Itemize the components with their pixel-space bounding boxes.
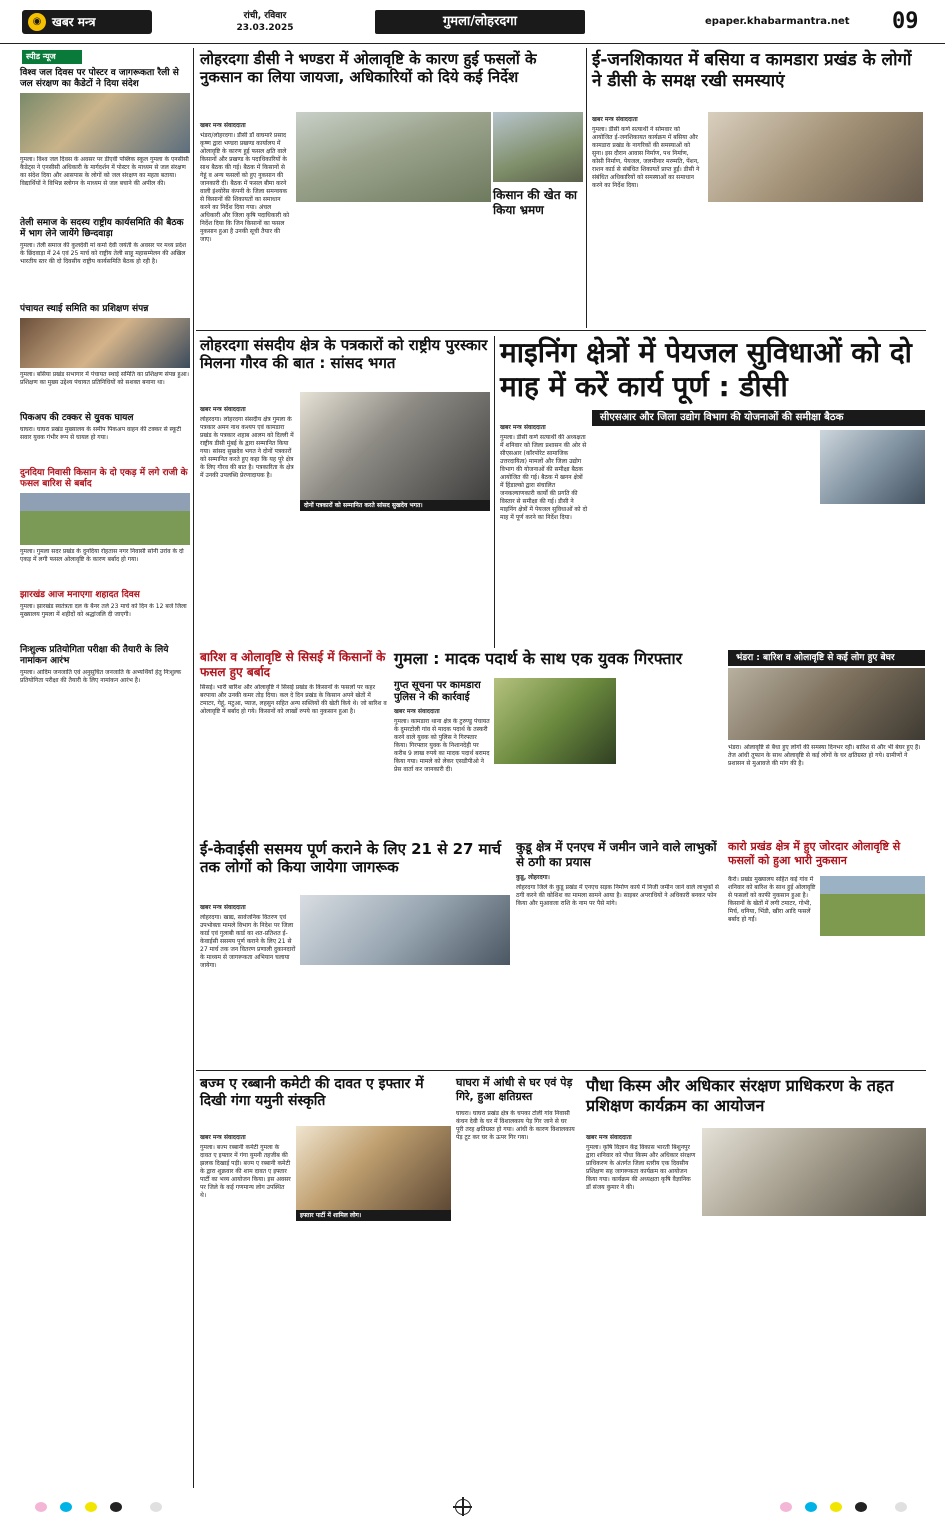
- brief-headline: तेली समाज के सदस्य राष्ट्रीय कार्यसमिति की बैठक में भाग लेने जायेंगे छिन्दवाड़ा: [20, 218, 184, 239]
- article-drug-arrest: [394, 650, 724, 668]
- body-text: भंडरा। ओलावृष्टि से बैधा हुए लोगों की समस्या दिनभर रही। बारिश से और भी बेघर हुए हैं। तेज आंधी तूफान के साथ ओलावृष्टि से कई लोगों के घर क्षतिग्रस्त हो गये। ग्रामीणों ने प्रशासन से मुआवजे की मांग की है।: [728, 744, 921, 767]
- masthead: [0, 0, 945, 44]
- left-news-column: [20, 68, 190, 711]
- article-hailstorm-body: [200, 118, 290, 292]
- brief-text: गुमला। आदिम जनजाति एवं अनुसूचित जनजाति के अभ्यर्थियों हेतु निःशुल्क प्रतियोगिता परीक्षा की तैयारी के लिए नामांकन आरंभ है।: [20, 669, 182, 684]
- awareness-photo: [300, 895, 510, 965]
- sub-band-storm: भंडरा : बारिश व ओलावृष्टि से कई लोग हुए बेघर: [728, 650, 925, 666]
- brief-text: गुमला। बसिया प्रखंड सभागार में पंचायत स्थाई समिति का प्रशिक्षण संपन्न हुआ। प्रशिक्षण का मुख्य उद्देश्य पंचायत प्रतिनिधियों को सशक्त बनाना था।: [20, 371, 189, 386]
- brief-text: गुमला। विश्व जल दिवस के अवसर पर डीएवी पब्लिक स्कूल गुमला के एनसीसी कैडेट्स ने एनसीसी अधिकारी के मार्गदर्शन में पोस्टर के माध्यम से जल संरक्षण का संदेश दिया और आसपास के लोगों को जल संरक्षण का महत्व बताया। विद्यार्थियों ने विभिन्न स्लोगन के माध्यम से जल बचाने की अपील की।: [20, 156, 189, 187]
- brief-photo: [20, 318, 190, 368]
- subheadline: किसान की खेत का किया भ्रमण: [493, 188, 578, 217]
- crop-field-photo: [820, 876, 925, 936]
- article-ekyc: [200, 840, 510, 876]
- article-mining-body: [500, 420, 588, 644]
- brief-text: घाघरा। घाघरा प्रखंड मुख्यालय के समीप पिकअप वाहन की टक्कर से स्कूटी सवार युवक गंभीर रूप से घायल हो गया।: [20, 426, 182, 441]
- byline: खबर मन्त्र संवाददाता: [592, 116, 638, 123]
- article-hailstorm-dc: [200, 50, 580, 86]
- subheadline: गुप्त सूचना पर कामडारा पुलिस ने की कार्रवाई: [394, 680, 481, 703]
- headline: माइनिंग क्षेत्रों में पेयजल सुविधाओं को दो माह में करें कार्य पूर्ण : डीसी: [500, 336, 912, 403]
- article-iftar: [200, 1076, 450, 1110]
- officials-photo: [493, 112, 583, 182]
- row-divider: [196, 330, 926, 331]
- color-mark: [60, 1502, 72, 1512]
- brief-panchayat-training: [20, 304, 190, 407]
- column-divider: [494, 336, 495, 648]
- body-text: गुमला। डीसी कर्ण सत्यार्थी की अध्यक्षता में शनिवार को जिला प्रशासन की ओर से सीएसआर (कॉरपोरेट सामाजिक उत्तरदायित्व) मामलों और जिला उद्योग विभाग की योजनाओं की समीक्षा बैठक आयोजित की गई। बैठक में खनन क्षेत्रों में हिंडाल्को द्वारा संचालित जनकल्याणकारी कार्यों की प्रगति की विस्तार से समीक्षा की गई। डीसी ने माइनिंग क्षेत्रों में पेयजल सुविधाओं को दो माह में पूर्ण करने का निर्देश दिया।: [500, 433, 588, 521]
- review-meeting-photo: [820, 430, 925, 504]
- brief-martyr-day: [20, 590, 190, 639]
- body-text: घाघरा। घाघरा प्रखंड क्षेत्र के चपका टोली गांव निवासी कंचन देवी के घर में विशालकाय पेड़ गिर जाने से घर पूरी तरह क्षतिग्रस्त हो गया। आंधी के कारण विशालकाय पेड़ टूट कर घर के ऊपर गिर गया।: [456, 1110, 575, 1141]
- article-ekyc-body: [200, 900, 296, 1014]
- byline: खबर मन्त्र संवाददाता: [200, 904, 246, 911]
- date: 23.03.2025: [236, 23, 294, 33]
- seizure-photo: [494, 678, 616, 764]
- brief-water-day: [20, 68, 190, 212]
- color-mark: [855, 1502, 867, 1512]
- headline: कारो प्रखंड क्षेत्र में हुए जोरदार ओलावृष्टि से फसलों को हुआ भारी नुकसान: [728, 840, 901, 867]
- crosshair-mark-icon: [455, 1499, 471, 1515]
- brief-headline: दुनदिया निवासी किसान के दो एकड़ में लगे राजी के फसल बारिश से बर्बाद: [20, 468, 188, 489]
- body-text: कैरो। प्रखंड मुख्यालय सहित कई गांव में शनिवार को बारिश के साथ हुई ओलावृष्टि से फसलों को काफी नुकसान हुआ है। किसानों के खेतों में लगी टमाटर, गोभी, मिर्च, धनिया, भिंडी, खीरा आदि फसलें बर्बाद हो गईं।: [728, 876, 816, 923]
- article-plant-body: [586, 1130, 696, 1444]
- article-karo-hail: [728, 840, 925, 868]
- color-mark: [895, 1502, 907, 1512]
- brief-headline: पंचायत स्थाई समिति का प्रशिक्षण संपन्न: [20, 304, 149, 314]
- sub-farmer-visit: [493, 188, 583, 218]
- article-iftar-body: [200, 1130, 292, 1444]
- headline: बज्म ए रब्बानी कमेटी की दावत ए इफ्तार में दिखी गंगा यमुनी संस्कृति: [200, 1076, 424, 1109]
- article-e-complaint: [592, 50, 922, 92]
- color-mark: [830, 1502, 842, 1512]
- brief-text: गुमला। तेली समाज की कुलदेवी मां कर्मा देवी जयंती के अवसर पर मध्य प्रदेश के छिंदवाड़ा में 24 एवं 25 मार्च को राष्ट्रीय तेली साहू महासम्मेलन की अखिल भारतीय स्तर की दो दिवसीय राष्ट्रीय कार्यसमिति बैठक हो रही है।: [20, 242, 187, 265]
- article-kudu-fraud: [516, 840, 724, 1034]
- iftar-photo: [296, 1126, 451, 1216]
- article-karo-body: [728, 876, 816, 1006]
- color-mark: [85, 1502, 97, 1512]
- award-photo: [300, 392, 490, 510]
- damaged-house-photo: [728, 668, 925, 740]
- field-photo: [296, 112, 491, 202]
- speed-news-tag: स्पीड न्यूज: [22, 50, 82, 64]
- section-title: गुमला/लोहरदगा: [375, 10, 585, 34]
- color-mark: [780, 1502, 792, 1512]
- byline: कुडू, लोहरदगा।: [516, 874, 550, 881]
- article-storm-body: [728, 744, 925, 834]
- headline: ई-केवाईसी ससमय पूर्ण कराने के लिए 21 से 27 मार्च तक लोगों को किया जायेगा जागरूक: [200, 840, 502, 876]
- photo-caption: इफ्तार पार्टी में शामिल लोग।: [296, 1210, 451, 1221]
- headline: गुमला : मादक पदार्थ के साथ एक युवक गिरफ्तार: [394, 649, 683, 668]
- brief-teli-samaj: [20, 218, 190, 298]
- headline: बारिश व ओलावृष्टि से सिसई में किसानों के फसल हुए बर्बाद: [200, 650, 386, 679]
- brand-logo-badge: [22, 10, 152, 34]
- body-text: लोहरदगा। लोहरदगा संसदीय क्षेत्र गुमला के पत्रकार अमन नाथ कश्यप एवं कामडारा प्रखंड के पत्रकार शहाब आलम को दिल्ली में राष्ट्रीय डीसी मुंबई के द्वारा सम्मानित किया गया। सांसद सुखदेव भगत ने दोनों पत्रकारों को सम्मानित करते हुए कहा कि यह पूरे क्षेत्र के लिए गौरव की बात है। पत्रकारिता के क्षेत्र में उनकी उपलब्धि प्रेरणादायक है।: [200, 415, 294, 479]
- headline: लोहरदगा संसदीय क्षेत्र के पत्रकारों को राष्ट्रीय पुरस्कार मिलना गौरव की बात : सांसद भगत: [200, 336, 488, 372]
- headline: घाघरा में आंधी से घर एवं पेड़ गिरे, हुआ क्षतिग्रस्त: [456, 1076, 573, 1103]
- body-text: गुमला। बज्म रब्बानी कमेटी गुमला के दावत ए इफ्तार में गंगा युमनी तहजीब की झलक दिखाई पड़ी। बज्म ए रब्बानी कमेटी के द्वारा शुक्रवार की शाम दावत ए इफ्तार पार्टी का भव्य आयोजन किया। इस अवसर पर जिले के कई गणमान्य लोग उपस्थित थे।: [200, 1143, 291, 1199]
- body-text: गुमला। डीसी कर्ण सत्यार्थी ने सोमवार को आयोजित ई-जनशिकायत कार्यक्रम में बसिया और कामडारा प्रखंड के नागरिकों की समस्याओं को सुना। इस दौरान आवास निर्माण, पथ निर्माण, कोसी निर्माण, पेयजल, जलमीनार मरम्मति, पेंशन, राशन कार्ड से संबंधित शिकायतें प्राप्त हुईं। डीसी ने संबंधित अधिकारियों को समस्याओं का समाधान करने का निर्देश दिया।: [592, 125, 700, 189]
- color-mark: [110, 1502, 122, 1512]
- training-photo: [702, 1128, 926, 1216]
- sub-band: सीएसआर और जिला उद्योग विभाग की योजनाओं की समीक्षा बैठक: [592, 410, 925, 426]
- byline: खबर मन्त्र संवाददाता: [200, 406, 246, 413]
- brief-photo: [20, 93, 190, 153]
- body-text: गुमला। कामडारा थाना क्षेत्र के टुरुण्डु पंचायत के दुमरटोली गांव से मादक पदार्थ के तस्करी करने वाले युवक को पुलिस ने गिरफ्तार किया। गिरफ्तार युवक के निशानदेही पर करीब 9 लाख रुपये का मादक पदार्थ बरामद किया गया। मामले को लेकर एसडीपीओ ने प्रेस वार्ता कर जानकारी दी।: [394, 717, 490, 773]
- body-text: गुमला। कृषि विज्ञान केंद्र विकास भारती बिशुनपुर द्वारा शनिवार को पौधा किस्म और अधिकार संरक्षण प्राधिकरण के अंतर्गत जिला स्तरीय एक दिवसीय प्रशिक्षण सह जागरूकता कार्यक्रम का आयोजन किया गया। कार्यक्रम की अध्यक्षता कृषि वैज्ञानिक डॉ संजय कुमार ने की।: [586, 1143, 696, 1191]
- brief-headline: निःशुल्क प्रतियोगिता परीक्षा की तैयारी के लिये नामांकन आरंभ: [20, 645, 169, 666]
- byline: खबर मन्त्र संवाददाता: [200, 1134, 246, 1141]
- meeting-photo: [708, 112, 923, 202]
- epaper-link[interactable]: epaper.khabarmantra.net: [705, 16, 850, 27]
- brief-free-coaching: [20, 645, 190, 705]
- byline: खबर मन्त्र संवाददाता: [200, 122, 246, 129]
- body-text: लोहरदगा जिले के कुडू प्रखंड में एनएच सड़क निर्माण कार्य में निजी जमीन जाने वाले लाभुकों से ठगी करने की कोशिश का मामला सामने आया है। साइबर अपराधियों ने अधिकारी बनकर फोन किया और मुआवजा राशि के नाम पर पैसे मांगे।: [516, 883, 719, 907]
- article-journalists: [200, 336, 488, 372]
- brief-pickup-accident: [20, 413, 190, 462]
- headline: ई-जनशिकायत में बसिया व कामडारा प्रखंड के लोगों ने डीसी के समक्ष रखी समस्याएं: [592, 50, 912, 91]
- body-text: सिसई। भारी बारिश और ओलावृष्टि ने सिसई प्रखंड के किसानों के फसलों पर कहर बरपाया और उनकी कमर तोड़ दिया। कल दे दिन प्रखंड के किसान अपने खेतों में टमाटर, गेहूं, मटुआ, प्याज, लहसुन सहित अन्य सब्जियों की खेती किये थे। जो बारिश व ओलावृष्टि में बर्बाद हो गये। किसानों को लाखों रुपये का नुकसान हुआ है।: [200, 684, 387, 715]
- registration-marks: [0, 1497, 945, 1517]
- column-divider: [586, 48, 587, 328]
- brief-text: गुमला। झारखंड स्वतंत्रता दल के बैनर तले 23 मार्च को दिन के 12 बजे जिला मुख्यालय गुमला में शहीदों को श्रद्धांजलि दी जाएगी।: [20, 603, 187, 618]
- headline: पौधा किस्म और अधिकार संरक्षण प्राधिकरण के तहत प्रशिक्षण कार्यक्रम का आयोजन: [586, 1076, 894, 1115]
- color-mark: [150, 1502, 162, 1512]
- headline: कुडू क्षेत्र में एनएच में जमीन जाने वाले लाभुकों से ठगी का प्रयास: [516, 840, 717, 869]
- byline: खबर मन्त्र संवाददाता: [394, 708, 440, 715]
- brand-emblem-icon: ◉: [28, 13, 46, 31]
- article-journalists-body: [200, 402, 296, 626]
- brief-text: गुमला। गुमला सदर प्रखंड के दुनदिया रोहतास नगर निवासी सोनी उरांव के दो एकड़ में लगी फसल ओलावृष्टि के कारण बर्बाद हो गया।: [20, 548, 184, 563]
- headline: लोहरदगा डीसी ने भण्डरा में ओलावृष्टि के कारण हुई फसलों के नुकसान का लिया जायजा, अधिकारियों को दिये कई निर्देश: [200, 50, 537, 86]
- dateline: [220, 10, 310, 34]
- article-ghaghra-storm: [456, 1076, 576, 1410]
- color-mark: [35, 1502, 47, 1512]
- brief-headline: पिकअप की टक्कर से युवक घायल: [20, 413, 134, 423]
- article-e-complaint-body: [592, 112, 702, 326]
- byline: खबर मन्त्र संवाददाता: [586, 1134, 632, 1141]
- body-text: भंडरा/लोहरदगा। डीसी डॉ वाघमारे प्रसाद कृष्ण द्वारा भण्डरा प्रखण्ड कार्यालय में ओलावृष्टि के कारण हुई फसल क्षति वाले किसानों और प्रखण्ड के पदाधिकारियों के साथ बैठक की गई। बैठक में किसानों से गेहूं व अन्य फसलों को हुए नुकसान की जानकारी दी। बैठक में फसल बीमा करने वाली इंश्योरेंस कंपनी के जिला समन्वयक से किसानों की शिकायतों का समाधान करने का निर्देश दिया गया। अंचल अधिकारी और जिला कृषि पदाधिकारी को निर्देश दिया कि जिन किसानों का फसल नुकसान हुआ है उनकी सूची तैयार की जाए।: [200, 131, 290, 243]
- brief-dundiya-farmer: [20, 468, 190, 584]
- brief-headline: झारखंड आज मनाएगा शहादत दिवस: [20, 590, 140, 600]
- article-mining: [500, 336, 926, 404]
- column-divider: [193, 48, 194, 1488]
- color-mark: [805, 1502, 817, 1512]
- body-text: लोहरदगा। खाद्य, सार्वजनिक वितरण एवं उपभोक्ता मामले विभाग के निदेश पर जिला कार्ड एवं गुलाबी कार्ड का शत-प्रतिशत ई-केवाईसी ससमय पूर्ण कराने के लिए 21 से 27 मार्च तक जन वितरण प्रणाली दुकानदारों के माध्यम से जागरूकता अभियान चलाया जायेगा।: [200, 913, 296, 969]
- row-divider: [196, 1070, 926, 1071]
- brief-headline: विश्व जल दिवस पर पोस्टर व जागरूकता रैली से जल संरक्षण का कैडेटों ने दिया संदेश: [20, 68, 179, 89]
- byline: खबर मन्त्र संवाददाता: [500, 424, 546, 431]
- brand-name: खबर मन्त्र: [52, 15, 96, 29]
- brief-photo: [20, 493, 190, 545]
- photo-caption: दोनों पत्रकारों को सम्मानित करते सांसद सुखदेव भगत।: [300, 500, 490, 511]
- article-crops-sisai: [200, 650, 388, 834]
- drug-sub: [394, 680, 490, 828]
- city-day: रांची, रविवार: [243, 11, 287, 21]
- article-plant-variety: [586, 1076, 926, 1116]
- page-number: 09: [892, 9, 919, 34]
